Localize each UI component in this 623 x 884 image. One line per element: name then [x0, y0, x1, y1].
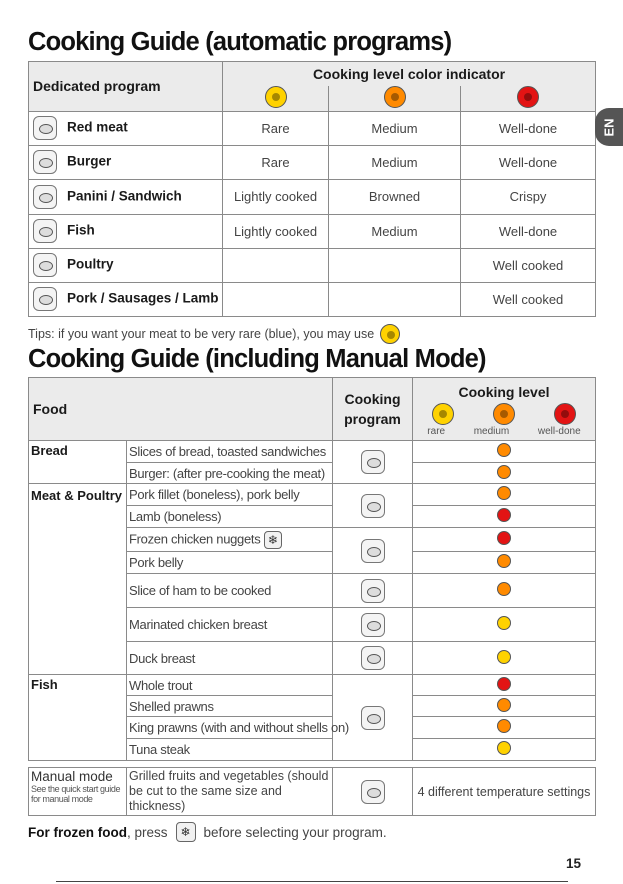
level-cell: Medium: [329, 214, 461, 248]
level-yellow-icon: [432, 403, 454, 425]
manual-mode-table: [28, 377, 596, 761]
category-meat-poultry: Meat & Poultry: [29, 484, 127, 675]
duck-breast-icon: [361, 646, 385, 670]
frozen-food-rest: before selecting your program.: [203, 824, 387, 840]
program-name: Poultry: [67, 256, 114, 272]
level-cell: [329, 282, 461, 316]
frozen-food-press: , press: [126, 824, 168, 840]
table-row: [29, 248, 596, 282]
indicator-orange-icon: [384, 86, 406, 108]
food-item: Lamb (boneless): [127, 506, 333, 528]
burger-icon: [33, 150, 57, 174]
manual-mode-description: Grilled fruits and vegetables (should be cut to the same size and thickness): [127, 768, 333, 816]
table-row: [29, 145, 596, 179]
header-cooking-program: Cooking program: [333, 378, 413, 441]
level-cell: Well-done: [461, 145, 596, 179]
header-food: Food: [29, 378, 333, 441]
table-row: [29, 441, 596, 463]
rare-indicator-icon: [380, 324, 400, 344]
table-row: [29, 675, 596, 696]
thermometer-icon: [361, 780, 385, 804]
level-cell: Crispy: [461, 179, 596, 214]
level-cell: Browned: [329, 179, 461, 214]
frozen-food-note: [28, 822, 387, 842]
food-item: Burger: (after pre-cooking the meat): [127, 463, 333, 484]
pork-sausages-lamb-icon: [33, 287, 57, 311]
level-cell: Well cooked: [461, 248, 596, 282]
program-name: Fish: [67, 222, 95, 238]
fish-icon: [33, 219, 57, 243]
category-bread: Bread: [29, 441, 127, 484]
level-dot: [497, 554, 511, 568]
pork-sausages-lamb-icon: [361, 539, 385, 563]
level-cell: [223, 282, 329, 316]
level-label-rare: rare: [427, 425, 446, 437]
fish-icon: [361, 706, 385, 730]
level-cell: Well-done: [461, 214, 596, 248]
level-dot: [497, 531, 511, 545]
level-cell: Rare: [223, 111, 329, 145]
table-row: [29, 484, 596, 506]
level-cell: [223, 248, 329, 282]
level-dot: [497, 465, 511, 479]
level-label-medium: medium: [473, 425, 510, 437]
food-item: Tuna steak: [127, 739, 333, 761]
level-dot: [497, 443, 511, 457]
language-tab: [595, 108, 623, 146]
section1-title: Cooking Guide (automatic programs): [28, 28, 452, 56]
level-dot: [497, 508, 511, 522]
tips-text: Tips: if you want your meat to be very rare (blue), you may use: [28, 327, 375, 341]
poultry-icon: [361, 613, 385, 637]
level-cell: Lightly cooked: [223, 214, 329, 248]
level-cell: Well-done: [461, 111, 596, 145]
food-item: Shelled prawns: [127, 696, 333, 717]
header-color-indicator: Cooking level color indicator: [223, 62, 596, 86]
food-item: Slice of ham to be cooked: [127, 574, 333, 608]
indicator-yellow-icon: [265, 86, 287, 108]
level-dot: [497, 741, 511, 755]
level-cell: Medium: [329, 111, 461, 145]
snowflake-icon: ❄: [264, 531, 282, 549]
food-item: Frozen chicken nuggets: [129, 530, 261, 546]
level-cell: Well cooked: [461, 282, 596, 316]
level-dot: [497, 719, 511, 733]
level-orange-icon: [493, 403, 515, 425]
frozen-food-bold: For frozen food: [28, 824, 127, 840]
food-item: King prawns (with and without shells on): [127, 717, 333, 739]
food-item: Marinated chicken breast: [127, 608, 333, 642]
snowflake-icon: ❄: [176, 822, 196, 842]
table-row: [29, 111, 596, 145]
automatic-programs-table: [28, 61, 596, 317]
food-item: Duck breast: [127, 642, 333, 675]
program-name: Panini / Sandwich: [67, 187, 182, 203]
red-meat-icon: [33, 116, 57, 140]
program-name: Red meat: [67, 119, 128, 135]
language-tab-label: EN: [601, 117, 617, 137]
program-name: Burger: [67, 153, 112, 169]
level-red-icon: [554, 403, 576, 425]
level-dot: [497, 698, 511, 712]
category-fish: Fish: [29, 675, 127, 761]
manual-mode-title: Manual mode: [31, 769, 113, 784]
red-meat-icon: [361, 494, 385, 518]
poultry-icon: [33, 253, 57, 277]
level-label-well-done: well-done: [537, 425, 581, 437]
level-dot: [497, 677, 511, 691]
manual-mode-note: See the quick start guide for manual mode: [31, 784, 121, 804]
level-cell: Rare: [223, 145, 329, 179]
panini-icon: [361, 579, 385, 603]
table-row: [29, 179, 596, 214]
food-item: Pork fillet (boneless), pork belly: [127, 484, 333, 506]
food-item: Whole trout: [127, 675, 333, 696]
food-item: Pork belly: [127, 552, 333, 574]
level-dot: [497, 582, 511, 596]
header-cooking-level: Cooking level: [458, 383, 550, 400]
program-name: Pork / Sausages / Lamb: [67, 290, 219, 306]
panini-icon: [361, 450, 385, 474]
level-cell: [329, 248, 461, 282]
indicator-red-icon: [517, 86, 539, 108]
table-row: [29, 768, 596, 816]
section2-title: Cooking Guide (including Manual Mode): [28, 345, 486, 373]
table-row: [29, 214, 596, 248]
level-cell: Lightly cooked: [223, 179, 329, 214]
level-dot: [497, 650, 511, 664]
tips-line: [28, 324, 400, 344]
food-item: Slices of bread, toasted sandwiches: [127, 441, 333, 463]
page-number: 15: [566, 856, 582, 871]
temperature-settings: 4 different temperature settings: [413, 768, 596, 816]
table-row: [29, 282, 596, 316]
manual-mode-row-table: [28, 767, 596, 816]
footer-divider: [56, 881, 568, 882]
level-dot: [497, 616, 511, 630]
level-dot: [497, 486, 511, 500]
panini-icon: [33, 185, 57, 209]
level-cell: Medium: [329, 145, 461, 179]
header-dedicated-program: Dedicated program: [29, 62, 223, 112]
